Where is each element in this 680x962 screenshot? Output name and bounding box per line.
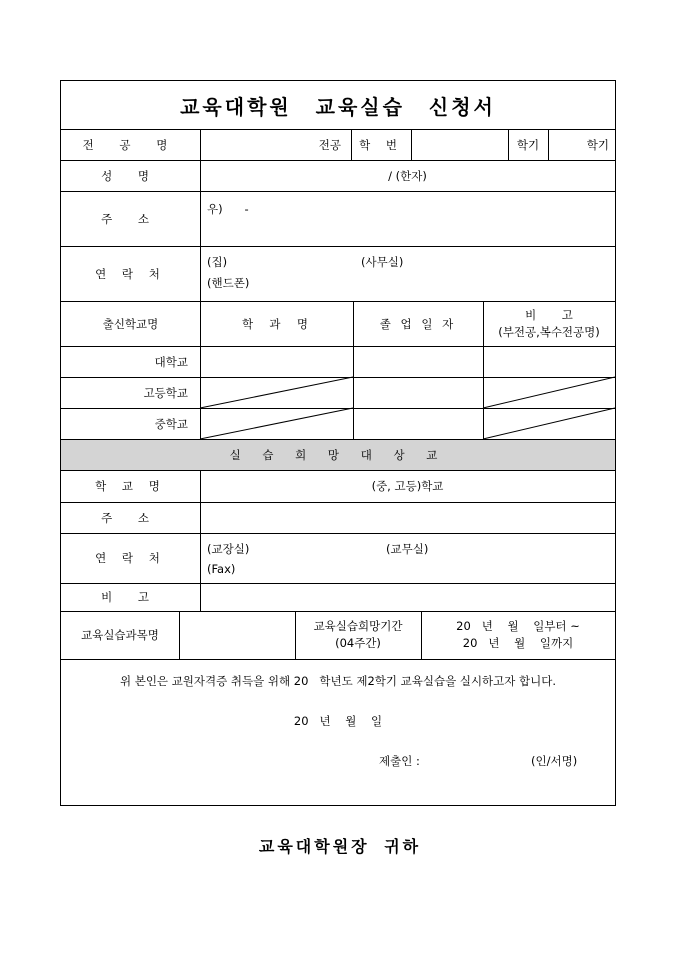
period-label-weeks: (04주간)	[335, 636, 381, 650]
period-label-title: 교육실습희망기간	[313, 619, 403, 633]
note-header	[483, 301, 615, 346]
contact-office[interactable]: (사무실)	[361, 254, 404, 269]
student-no-label: 학 번	[359, 137, 403, 152]
period-from: 20 년 월 일부터 ~	[456, 619, 580, 633]
contact-label: 연 락 처	[95, 266, 166, 281]
grad-date-header: 졸 업 일 자	[379, 316, 457, 331]
declaration-statement: 위 본인은 교원자격증 취득을 위해 20 학년도 제2학기 교육실습을 실시하고자 합니다.	[119, 674, 557, 688]
course-subject-input[interactable]	[179, 611, 295, 659]
period-to: 20 년 월 일까지	[462, 636, 574, 650]
target-address-input[interactable]	[200, 502, 615, 533]
form-title: 교육대학원 교육실습 신청서	[180, 94, 496, 119]
semester-input[interactable]: 학기	[586, 137, 609, 152]
semester-label-a: 학기	[516, 137, 540, 152]
diagonal-strike	[200, 377, 353, 408]
major-label: 전 공 명	[82, 137, 179, 152]
applicant-label: 제출인 :	[379, 754, 420, 768]
contact-mobile[interactable]: (핸드폰)	[207, 275, 250, 290]
contact-staff[interactable]: (교무실)	[386, 541, 429, 556]
note-header-sub: (부전공,복수전공명)	[498, 324, 600, 339]
addressee-footer: 교육대학원장 귀하	[258, 837, 422, 856]
name-label: 성 명	[101, 168, 160, 183]
highschool-label: 고등학교	[143, 385, 188, 400]
diagonal-strike	[200, 408, 353, 439]
declaration-date: 20 년 월 일	[293, 714, 383, 728]
contact-home[interactable]: (집)	[207, 254, 228, 269]
application-form	[60, 80, 616, 806]
major-input[interactable]: 전공	[318, 137, 341, 152]
school-header: 출신학교명	[102, 316, 159, 331]
note-header-title: 비 고	[525, 307, 573, 322]
target-contact-label: 연 락 처	[95, 551, 166, 565]
address-input[interactable]: 우) -	[207, 202, 249, 216]
period-label	[295, 611, 421, 659]
school-name-label: 학 교 명	[95, 479, 166, 493]
course-subject-label: 교육실습과목명	[81, 628, 159, 642]
address-label: 주 소	[101, 211, 160, 226]
target-note-input[interactable]	[200, 583, 615, 611]
target-address-label: 주 소	[101, 510, 160, 525]
target-school-heading: 실 습 희 망 대 상 교	[229, 448, 447, 462]
diagonal-strike	[483, 408, 615, 439]
university-label: 대학교	[154, 354, 188, 369]
period-input[interactable]	[421, 611, 615, 659]
contact-principal[interactable]: (교장실)	[207, 541, 250, 556]
diagonal-strike	[483, 377, 615, 408]
contact-fax[interactable]: (Fax)	[207, 561, 236, 576]
signature-label[interactable]: (인/서명)	[531, 754, 578, 768]
student-no-input[interactable]	[411, 129, 508, 160]
name-input[interactable]: / (한자)	[388, 168, 427, 183]
school-name-input[interactable]: (중, 고등)학교	[371, 479, 444, 493]
middleschool-label: 중학교	[154, 416, 188, 431]
dept-header: 학 과 명	[242, 316, 311, 331]
target-note-label: 비 고	[101, 590, 160, 604]
